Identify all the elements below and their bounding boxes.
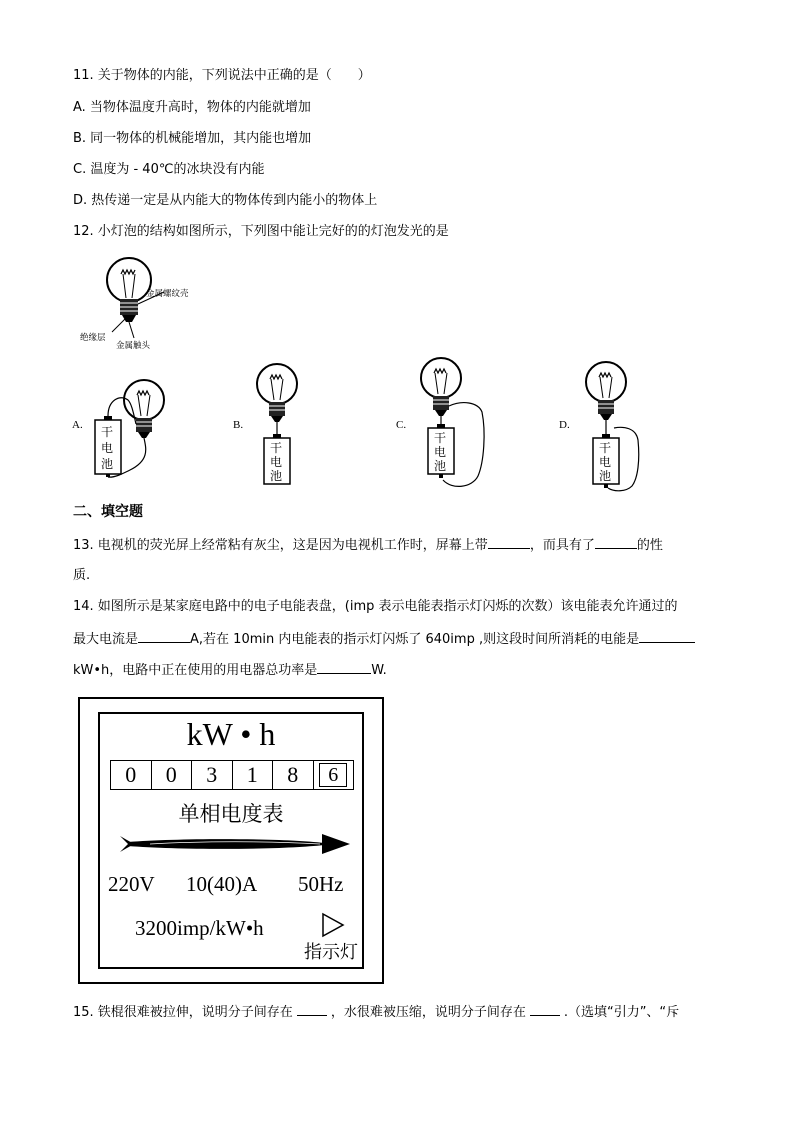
bulb-icon xyxy=(257,364,297,422)
battery-char-3: 池 xyxy=(101,457,114,471)
meter-digit-4: 1 xyxy=(233,761,274,789)
q11-option-c: C. 温度为 - 40℃的冰块没有内能 xyxy=(73,162,265,177)
bulb-structure-diagram xyxy=(76,252,226,352)
q14-blank-1[interactable] xyxy=(138,630,190,643)
q12-option-d-label: D. xyxy=(559,419,570,431)
meter-digit-1: 0 xyxy=(111,761,152,789)
battery-char-3: 池 xyxy=(434,459,447,473)
indicator-label: 指示灯 xyxy=(304,942,358,963)
meter-digit-display xyxy=(110,760,354,790)
q15-text-1: 15. 铁棍很难被拉伸，说明分子间存在 xyxy=(73,1005,293,1020)
q13-blank-2[interactable] xyxy=(595,536,637,549)
q11-option-a: A. 当物体温度升高时，物体的内能就增加 xyxy=(73,100,311,115)
q13-text-1: 13. 电视机的荧光屏上经常粘有灰尘，这是因为电视机工作时，屏幕上带 xyxy=(73,538,488,553)
battery-char-1: 干 xyxy=(101,425,114,439)
battery-char-1: 干 xyxy=(434,431,447,445)
battery-char-2: 电 xyxy=(270,455,283,469)
q14-text-2a: 最大电流是 xyxy=(73,632,139,647)
q11-stem: 11. 关于物体的内能，下列说法中正确的是（ ） xyxy=(73,68,371,83)
battery-char-1: 干 xyxy=(599,441,612,455)
circuit-option-d xyxy=(578,356,648,496)
q13-line1 xyxy=(73,536,663,555)
label-insulator: 绝缘层 xyxy=(80,333,106,343)
battery-char-2: 电 xyxy=(599,455,612,469)
q13-text-3: 的性 xyxy=(636,538,663,553)
q12-stem: 12. 小灯泡的结构如图所示，下列图中能让完好的的灯泡发光的是 xyxy=(73,224,449,239)
q15-blank-2[interactable] xyxy=(530,1003,560,1016)
q14-line1: 14. 如图所示是某家庭电路中的电子电能表盘，(imp 表示电能表指示灯闪烁的次数）该电能表允许通过的 xyxy=(73,599,678,614)
battery-char-3: 池 xyxy=(599,469,612,483)
q14-line3 xyxy=(73,661,387,680)
label-screw-shell: 金属螺纹壳 xyxy=(146,289,189,299)
q12-option-b-label: B. xyxy=(233,419,244,431)
bulb-icon xyxy=(124,380,164,438)
q15-text-2: ，水很难被压缩，说明分子间存在 xyxy=(330,1005,526,1020)
energy-meter xyxy=(78,697,384,984)
q11-option-d: D. 热传递一定是从内能大的物体传到内能小的物体上 xyxy=(73,193,378,208)
q14-blank-2[interactable] xyxy=(639,630,695,643)
q15-text-3: .（选填“引力”、“斥 xyxy=(563,1005,680,1020)
q15-blank-1[interactable] xyxy=(297,1003,327,1016)
battery-char-2: 电 xyxy=(434,445,447,459)
q13-text-2: ，而具有了 xyxy=(529,538,595,553)
q14-line2 xyxy=(73,630,695,649)
section-title: 二、填空题 xyxy=(73,504,143,520)
meter-digit-3: 3 xyxy=(192,761,233,789)
q14-text-3b: W. xyxy=(371,663,387,678)
q11-option-b: B. 同一物体的机械能增加，其内能也增加 xyxy=(73,131,312,146)
meter-voltage: 220V xyxy=(108,872,155,896)
arrow-icon xyxy=(120,832,352,856)
meter-digit-6: 6 xyxy=(319,763,347,787)
battery-char-3: 池 xyxy=(270,469,283,483)
battery-char-1: 干 xyxy=(270,441,283,455)
meter-unit: kW • h xyxy=(186,716,276,752)
meter-constant: 3200imp/kW•h xyxy=(135,916,264,940)
bulb-icon xyxy=(421,358,461,416)
q13-blank-1[interactable] xyxy=(488,536,530,549)
meter-frequency: 50Hz xyxy=(298,872,344,896)
q15-line xyxy=(73,1003,679,1022)
q12-option-c-label: C. xyxy=(396,419,407,431)
circuit-option-a xyxy=(90,370,170,480)
q14-text-2b: A,若在 10min 内电能表的指示灯闪烁了 640imp ,则这段时间所消耗的电能是 xyxy=(190,632,640,647)
meter-name: 单相电度表 xyxy=(178,802,284,826)
meter-digit-5: 8 xyxy=(273,761,314,789)
meter-digit-6-cell xyxy=(314,761,354,789)
q12-option-a-label: A. xyxy=(72,419,83,431)
energy-meter-face xyxy=(98,712,364,969)
battery-char-2: 电 xyxy=(101,441,114,455)
label-tip: 金属触头 xyxy=(116,341,151,351)
q14-blank-3[interactable] xyxy=(317,661,371,674)
indicator-light-icon xyxy=(321,912,345,938)
q13-line2: 质. xyxy=(73,568,91,583)
meter-digit-2: 0 xyxy=(152,761,193,789)
meter-current: 10(40)A xyxy=(186,872,258,896)
circuit-option-c xyxy=(412,352,492,492)
bulb-icon xyxy=(586,362,626,420)
circuit-option-b xyxy=(252,358,312,488)
q14-text-3a: kW•h，电路中正在使用的用电器总功率是 xyxy=(73,663,318,678)
